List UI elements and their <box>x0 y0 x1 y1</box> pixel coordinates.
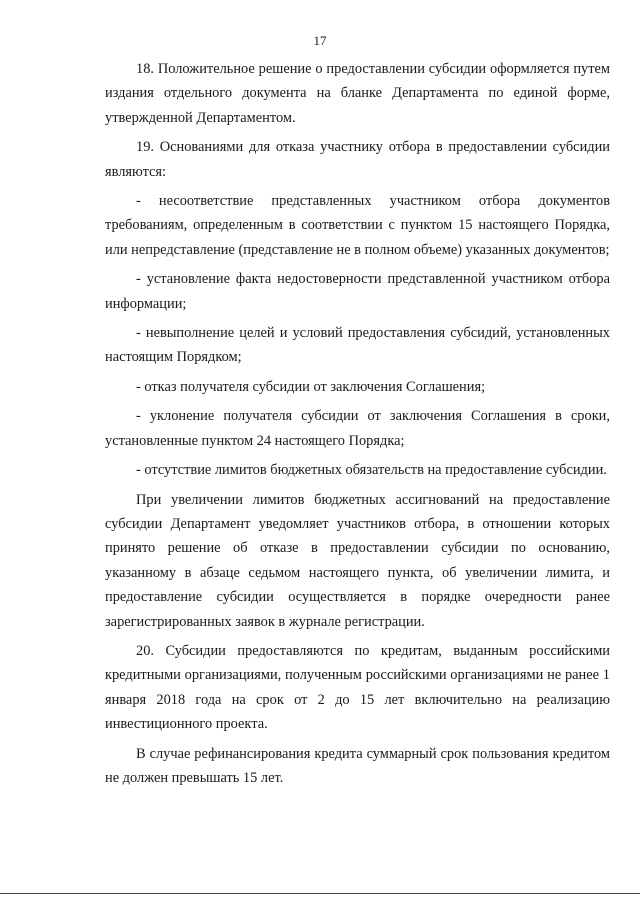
paragraph-limits-increase: При увеличении лимитов бюджетных ассигнований на предоставление субсидии Департамент уведомляет участников отбора, в отношении которых принято решение об отказе в предоставлении субсидии по основанию, указанному в абзаце седьмом настоящего пункта, об увеличении лимита, и предоставление субсидии осуществляется в порядке очередности ранее зарегистрированных заявок в журнале регистрации. <box>105 491 610 630</box>
page-number: 17 <box>313 33 327 48</box>
paragraph-refinancing: В случае рефинансирования кредита суммарный срок пользования кредитом не должен превышать 15 лет. <box>105 745 610 786</box>
list-item-no-limits: - отсутствие лимитов бюджетных обязательств на предоставление субсидии. <box>136 462 607 479</box>
list-item-refusal: - отказ получателя субсидии от заключения Соглашения; <box>136 378 486 395</box>
paragraph-20: 20. Субсидии предоставляются по кредитам, выданным российскими кредитными организациями, полученным российскими организациями не ранее 1 января 2018 года на срок от 2 до 15 лет включительно на реализацию инвестиционного проекта. <box>105 642 610 733</box>
list-item-nonfulfillment: - невыполнение целей и условий предоставления субсидий, установленных настоящим Порядком; <box>105 325 610 366</box>
footer-divider <box>0 893 640 894</box>
document-body <box>105 57 610 790</box>
paragraph-19: 19. Основаниями для отказа участнику отбора в предоставлении субсидии являются: <box>105 139 610 180</box>
list-item-evasion: - уклонение получателя субсидии от заключения Соглашения в сроки, установленные пунктом 24 настоящего Порядка; <box>105 408 610 449</box>
paragraph-18: 18. Положительное решение о предоставлении субсидии оформляется путем издания отдельного документа на бланке Департамента по единой форме, утвержденной Департаментом. <box>105 61 610 126</box>
list-item-inaccuracy: - установление факта недостоверности представленной участником отбора информации; <box>105 271 610 312</box>
list-item-nonconformity: - несоответствие представленных участником отбора документов требованиям, определенным в соответствии с пунктом 15 настоящего Порядка, или непредставление (представление не в полном объеме) указанных документов; <box>105 193 610 258</box>
